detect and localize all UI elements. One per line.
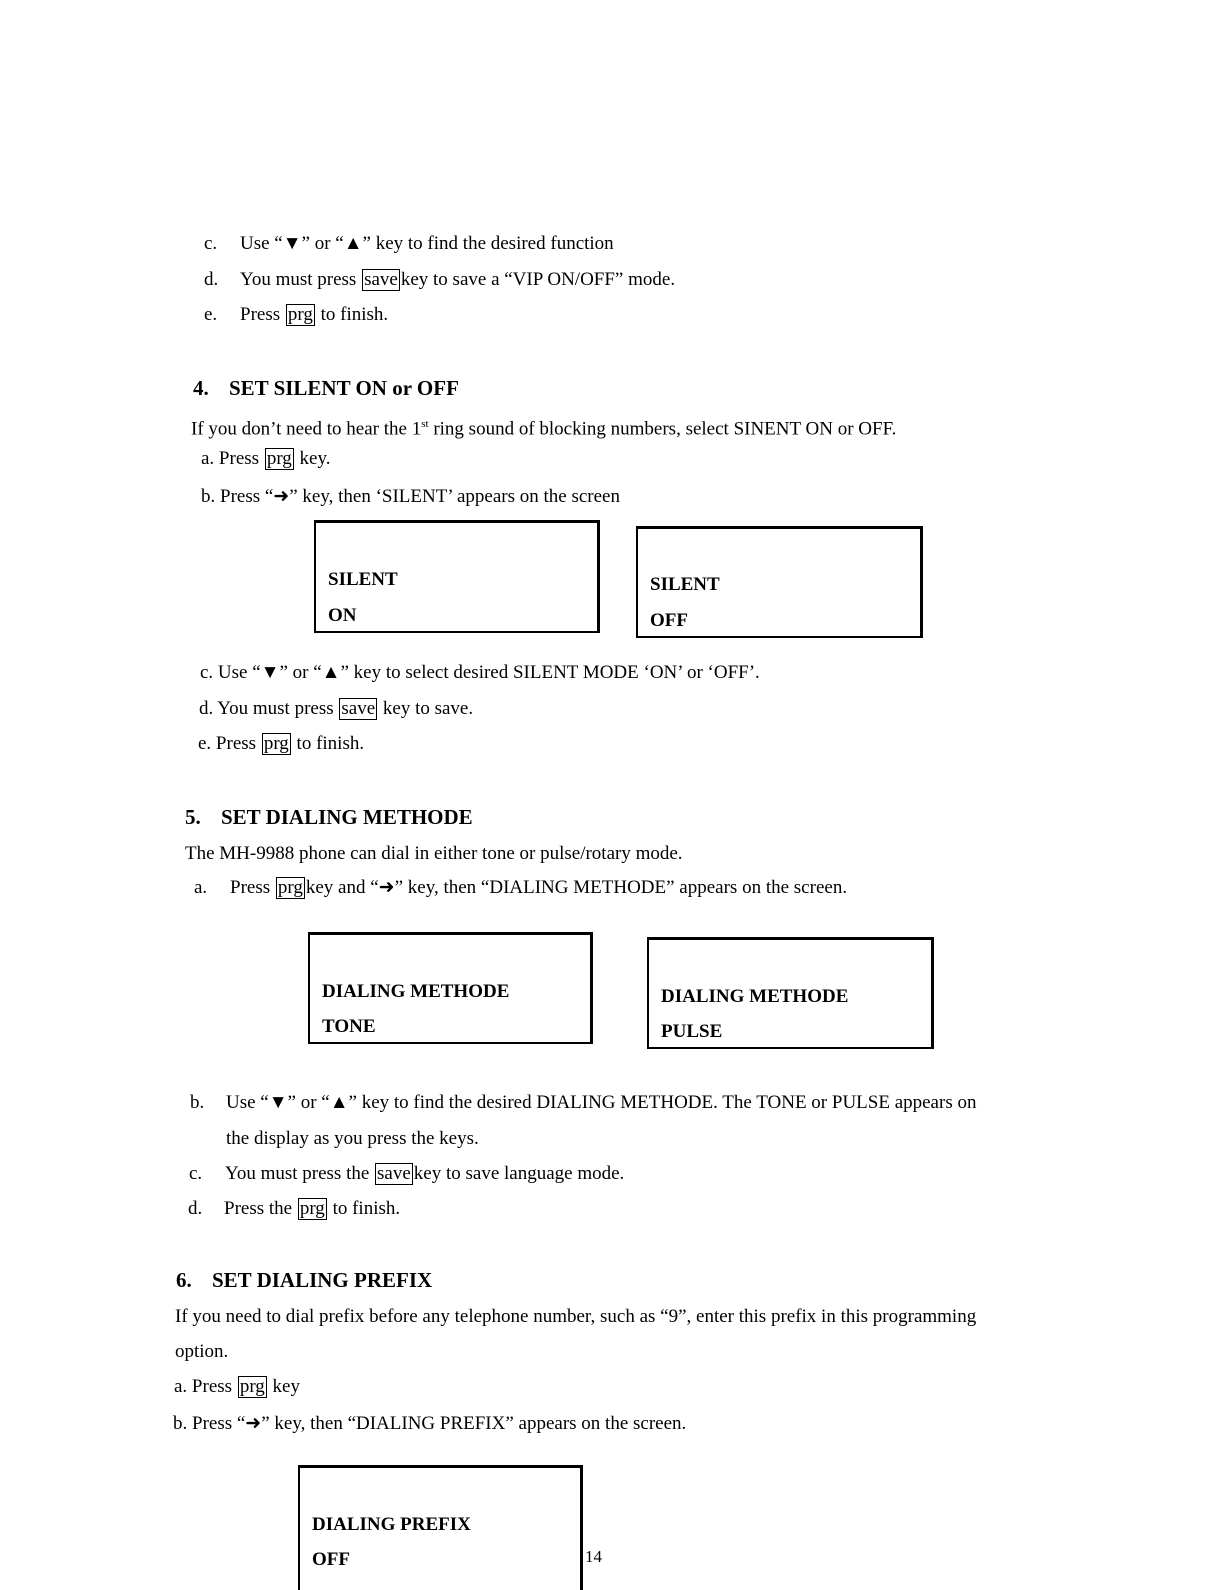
lcd-display-silent-off xyxy=(636,526,923,638)
section-5-heading xyxy=(185,805,473,829)
section-title: SET DIALING METHODE xyxy=(221,805,473,829)
step-text: Press the xyxy=(224,1198,293,1219)
section-6-heading xyxy=(176,1268,432,1292)
section-5-description: The MH-9988 phone can dial in either tone or pulse/rotary mode. xyxy=(185,843,683,864)
section-number: 6. xyxy=(176,1268,192,1292)
step-text: Press xyxy=(230,877,271,898)
step-text: c. Use “▼” or “▲” key to select desired SILENT MODE ‘ON’ or ‘OFF’. xyxy=(200,662,760,683)
display-line-2: ON xyxy=(328,605,357,626)
display-line-1: SILENT xyxy=(328,569,398,590)
section-4-step-d xyxy=(199,698,473,720)
section-6-description-continued: option. xyxy=(175,1341,229,1362)
step-text-after: key to save a “VIP ON/OFF” mode. xyxy=(400,269,676,290)
section-4-step-a xyxy=(201,448,331,470)
display-line-2: OFF xyxy=(650,610,688,631)
step-marker: c. xyxy=(204,233,218,254)
section-5-step-b xyxy=(190,1092,976,1114)
step-marker: a. xyxy=(194,877,208,898)
prg-key-label: prg xyxy=(263,733,289,754)
step-marker: d. xyxy=(204,269,219,290)
section-4-description xyxy=(191,413,896,440)
step-text-after: key and “➜” key, then “DIALING METHODE” appears on the screen. xyxy=(305,877,848,898)
section-4-step-b xyxy=(201,486,620,508)
step-marker: e. xyxy=(204,304,218,325)
section-title: SET SILENT ON or OFF xyxy=(229,376,459,400)
section-number: 4. xyxy=(193,376,209,400)
step-text: Press xyxy=(240,304,281,325)
display-line-1: DIALING PREFIX xyxy=(312,1514,471,1535)
prg-key-label: prg xyxy=(287,304,313,325)
step-text-after: key. xyxy=(299,448,331,469)
intro-step-d xyxy=(204,269,675,291)
section-4-step-e xyxy=(198,733,364,755)
save-key-label: save xyxy=(377,1163,411,1184)
section-4-step-c xyxy=(200,662,760,684)
display-line-1: DIALING METHODE xyxy=(661,986,849,1007)
step-text: b. Press “➜” key, then ‘SILENT’ appears on the screen xyxy=(201,486,620,507)
step-text-after: key to save language mode. xyxy=(413,1163,625,1184)
page-number: 14 xyxy=(585,1547,602,1566)
step-text: You must press xyxy=(240,269,357,290)
step-text: a. Press xyxy=(174,1376,233,1397)
display-line-1: SILENT xyxy=(650,574,720,595)
prg-key-label: prg xyxy=(239,1376,265,1397)
lcd-display-silent-on xyxy=(314,520,600,633)
section-number: 5. xyxy=(185,805,201,829)
section-5-step-a xyxy=(194,877,847,899)
step-marker: d. xyxy=(188,1198,203,1219)
step-marker: b. xyxy=(190,1092,205,1113)
step-text-after: to finish. xyxy=(296,733,365,754)
section-6-step-b: b. Press “➜” key, then “DIALING PREFIX” appears on the screen. xyxy=(173,1413,687,1434)
step-text: e. Press xyxy=(198,733,257,754)
section-4-heading xyxy=(193,376,459,400)
section-6-description: If you need to dial prefix before any telephone number, such as “9”, enter this prefix in this programming xyxy=(175,1306,977,1327)
step-text-after: to finish. xyxy=(332,1198,401,1219)
section-5-step-c xyxy=(189,1163,624,1185)
prg-key-label: prg xyxy=(277,877,303,898)
step-text: d. You must press xyxy=(199,698,334,719)
step-text: Use “▼” or “▲” key to find the desired function xyxy=(240,233,614,254)
lcd-display-dialing-prefix xyxy=(298,1465,583,1590)
desc-text: If you don’t need to hear the 1 xyxy=(191,418,422,440)
step-text-after: to finish. xyxy=(320,304,389,325)
superscript: st xyxy=(421,418,429,430)
section-6-step-a xyxy=(174,1376,300,1398)
prg-key-label: prg xyxy=(266,448,292,469)
save-key-label: save xyxy=(341,698,376,719)
save-key-label: save xyxy=(364,269,398,290)
display-line-2: OFF xyxy=(312,1549,350,1570)
section-5-step-b-continued: the display as you press the keys. xyxy=(226,1128,479,1149)
intro-step-c xyxy=(204,233,614,255)
step-text-after: key to save. xyxy=(382,698,474,719)
display-line-1: DIALING METHODE xyxy=(322,981,510,1002)
section-5-step-d xyxy=(188,1198,400,1220)
display-line-2: TONE xyxy=(322,1016,376,1037)
step-text: You must press the xyxy=(225,1163,370,1184)
intro-step-e xyxy=(204,304,388,326)
lcd-display-dialing-pulse xyxy=(647,937,934,1049)
lcd-display-dialing-tone xyxy=(308,932,593,1044)
step-text: Use “▼” or “▲” key to find the desired DIALING METHODE. The TONE or PULSE appears on xyxy=(226,1092,977,1113)
step-text-after: key xyxy=(272,1376,300,1397)
desc-text-after: ring sound of blocking numbers, select SINENT ON or OFF. xyxy=(428,418,897,440)
display-line-2: PULSE xyxy=(661,1021,723,1042)
step-text: a. Press xyxy=(201,448,260,469)
prg-key-label: prg xyxy=(299,1198,325,1219)
section-title: SET DIALING PREFIX xyxy=(212,1268,433,1292)
step-marker: c. xyxy=(189,1163,203,1184)
